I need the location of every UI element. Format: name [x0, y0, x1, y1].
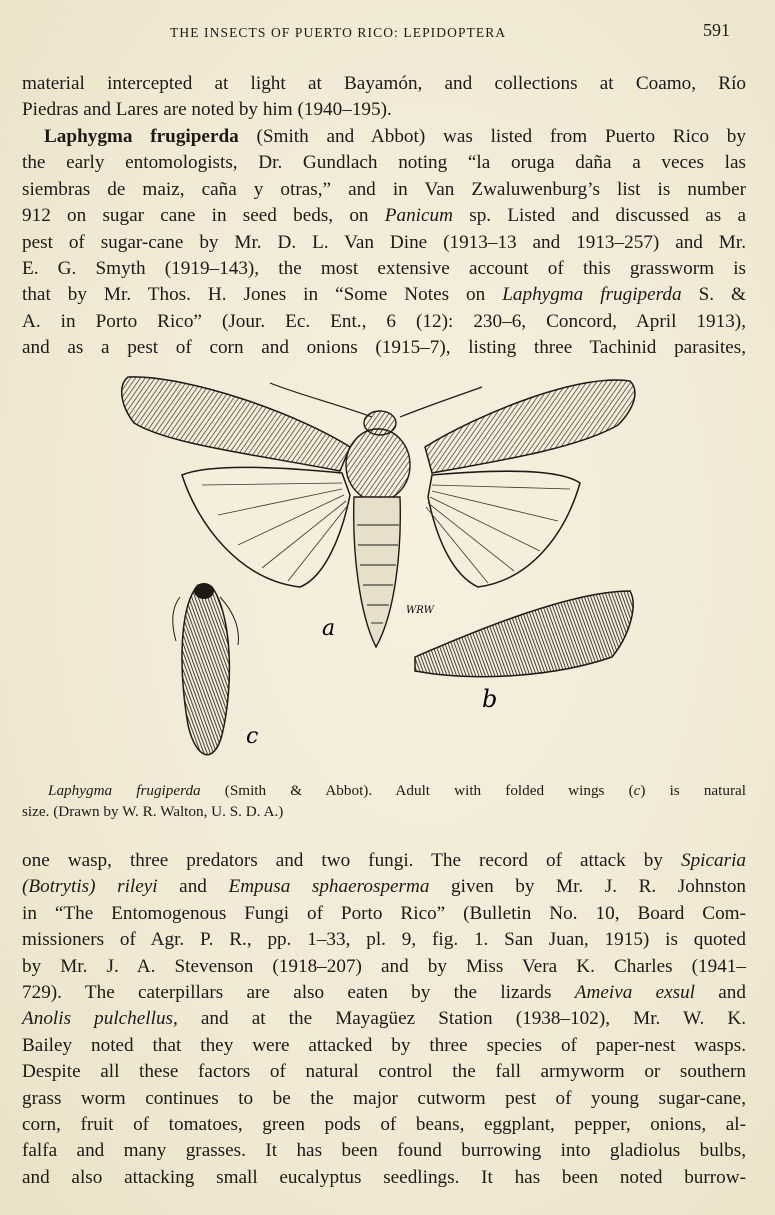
figure-label-a: a — [322, 616, 336, 641]
moth-illustration — [110, 365, 670, 775]
text-line: by Mr. J. A. Stevenson (1918–207) and by Miss Vera K. Charles (1941– — [22, 955, 746, 977]
artist-signature: WRW — [406, 605, 434, 616]
text-line: and also attacking small eucalyptus seedlings. It has been noted burrow- — [22, 1166, 746, 1188]
text-line: grass worm continues to be the major cutworm pest of young sugar-cane, — [22, 1087, 746, 1109]
text-line: one wasp, three predators and two fungi. The record of attack by Spicaria — [22, 850, 746, 871]
paragraph-laphygma — [22, 124, 746, 362]
text-line: missioners of Agr. P. R., pp. 1–33, pl. 9, fig. 1. San Juan, 1915) is quoted — [22, 929, 746, 951]
figure-label-c: c — [246, 724, 259, 749]
moth-c-folded — [173, 583, 259, 755]
text-line: E. G. Smyth (1919–143), the most extensive account of this grassworm is — [22, 257, 746, 279]
text-line: that by Mr. Thos. H. Jones in “Some Notes on Laphygma frugiperda S. & — [22, 284, 746, 306]
caption-line: size. (Drawn by W. R. Walton, U. S. D. A.) — [22, 803, 284, 820]
text-line: Laphygma frugiperda (Smith and Abbot) was listed from Puerto Rico by — [44, 126, 746, 147]
text-line: corn, fruit of tomatoes, green pods of beans, eggplant, pepper, onions, al- — [22, 1113, 746, 1135]
text-line: Anolis pulchellus, and at the Mayagüez Station (1938–102), Mr. W. K. — [22, 1008, 747, 1030]
text-line: Bailey noted that they were attacked by three species of paper-nest wasps. — [22, 1034, 746, 1056]
running-head-title: THE INSECTS OF PUERTO RICO: LEPIDOPTERA — [170, 25, 507, 40]
text-line: falfa and many grasses. It has been found burrowing into gladiolus bulbs, — [22, 1140, 746, 1162]
text-line: Despite all these factors of natural control the fall armyworm or southern — [22, 1061, 746, 1083]
paragraph-natural-enemies — [22, 848, 746, 1191]
figure-label-b: b — [482, 685, 498, 713]
text-line: A. in Porto Rico” (Jour. Ec. Ent., 6 (12): 230–6, Concord, April 1913), — [22, 310, 746, 332]
species-name-bold: Laphygma frugiperda — [44, 126, 239, 147]
text-line: 912 on sugar cane in seed beds, on Panicum sp. Listed and discussed as a — [22, 205, 746, 227]
text-line: 729). The caterpillars are also eaten by the lizards Ameiva exsul and — [22, 981, 746, 1003]
text-line: siembras de maiz, caña y otras,” and in Van Zwaluwenburg’s list is number — [22, 178, 746, 200]
paragraph-continuation — [22, 71, 746, 124]
text-line: material intercepted at light at Bayamón, and collections at Coamo, Río — [22, 73, 746, 94]
text-line: Piedras and Lares are noted by him (1940–195). — [22, 99, 392, 121]
page-number: 591 — [703, 20, 730, 40]
text-line: (Botrytis) rileyi and Empusa sphaerosperma given by Mr. J. R. Johnston — [22, 876, 747, 898]
moth-b-forewing — [415, 591, 633, 713]
text-line: pest of sugar-cane by Mr. D. L. Van Dine (1913–13 and 1913–257) and Mr. — [22, 231, 746, 253]
figure-caption — [22, 780, 746, 822]
text-line: in “The Entomogenous Fungi of Porto Rico” (Bulletin No. 10, Board Com- — [22, 902, 746, 924]
text-line: and as a pest of corn and onions (1915–7), listing three Tachinid parasites, — [22, 337, 746, 359]
running-head — [170, 20, 730, 42]
text-line: the early entomologists, Dr. Gundlach noting “la oruga daña a veces las — [22, 152, 746, 174]
caption-line: Laphygma frugiperda (Smith & Abbot). Adult with folded wings (c) is natural — [48, 782, 746, 799]
